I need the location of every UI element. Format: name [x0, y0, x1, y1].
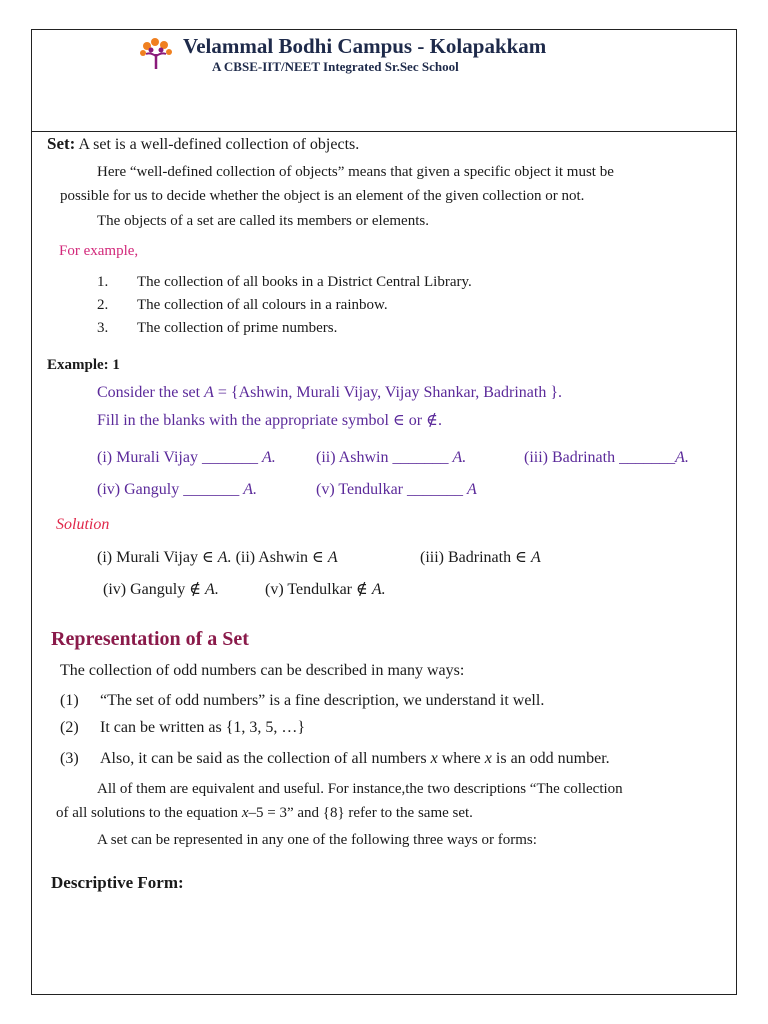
members-paragraph: The objects of a set are called its members or elements. [97, 213, 429, 229]
question-3: (iii) Badrinath _______A. [524, 449, 689, 466]
solution-4: (iv) Ganguly ∉ A. [103, 581, 219, 598]
for-example-label: For example, [59, 243, 139, 259]
equivalence-paragraph-line2: of all solutions to the equation x–5 = 3” and {8} refer to the same set. [56, 805, 473, 821]
list-item: 2. The collection of all colours in a rainbow. [97, 297, 388, 313]
definition-paragraph-line2: possible for us to decide whether the object is an element of the given collection or not. [60, 188, 585, 204]
question-2: (ii) Ashwin _______ A. [316, 449, 467, 466]
solution-1-2: (i) Murali Vijay ∈ A. (ii) Ashwin ∈ A [97, 549, 338, 566]
set-definition [47, 135, 359, 154]
list-item: (2) It can be written as {1, 3, 5, …} [60, 719, 306, 736]
question-1: (i) Murali Vijay _______ A. [97, 449, 276, 466]
solution-3: (iii) Badrinath ∈ A [420, 549, 541, 566]
list-item: (1) “The set of odd numbers” is a fine description, we understand it well. [60, 692, 545, 709]
question-5: (v) Tendulkar _______ A [316, 481, 477, 498]
list-item: 3. The collection of prime numbers. [97, 320, 338, 336]
school-subtitle: A CBSE-IIT/NEET Integrated Sr.Sec School [212, 59, 459, 74]
example-set-line: Consider the set A = {Ashwin, Murali Vijay, Vijay Shankar, Badrinath }. [97, 384, 563, 401]
example-1-title: Example: 1 [47, 357, 120, 373]
list-item: (3) Also, it can be said as the collection of all numbers x where x is an odd number. [60, 750, 610, 767]
fill-blanks-instruction: Fill in the blanks with the appropriate symbol ∈ or ∉. [97, 412, 442, 429]
equivalence-paragraph-line1: All of them are equivalent and useful. For instance,the two descriptions “The collection [97, 781, 623, 797]
tree-logo-icon [138, 36, 174, 70]
question-4: (iv) Ganguly _______ A. [97, 481, 257, 498]
forms-paragraph: A set can be represented in any one of the following three ways or forms: [97, 832, 537, 848]
solution-label: Solution [56, 516, 110, 533]
definition-paragraph-line1: Here “well-defined collection of objects” means that given a specific object it must be [97, 164, 614, 180]
school-name: Velammal Bodhi Campus - Kolapakkam [183, 34, 547, 58]
representation-heading: Representation of a Set [51, 628, 249, 650]
list-item: 1. The collection of all books in a District Central Library. [97, 274, 472, 290]
solution-5: (v) Tendulkar ∉ A. [265, 581, 386, 598]
descriptive-form-heading: Descriptive Form: [51, 873, 184, 892]
set-definition-text: A set is a well-defined collection of objects. [75, 136, 360, 153]
representation-intro: The collection of odd numbers can be described in many ways: [60, 662, 465, 679]
set-term: Set: [47, 134, 76, 153]
